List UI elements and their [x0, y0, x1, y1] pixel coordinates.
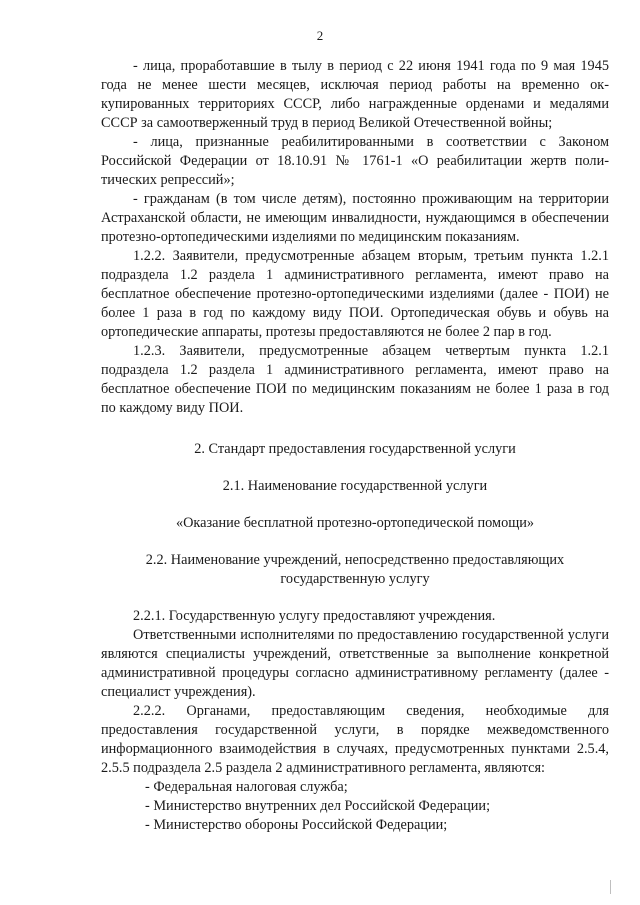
list-item: - Министерство внутренних дел Российской Федерации;	[145, 798, 491, 814]
paragraph-citizens-without-disability: - гражданам (в том числе детям), постоянно проживающим на территории Астраханской области, не имеющим инвалидности, нуждающимся в обеспечении протезно-ортопедическими изделиями по медицинским показаниям.	[101, 191, 609, 245]
paragraph-rehabilitated-persons: - лица, признанные реабилитированными в соответствии с Законом Российской Федерации от 18.10.91 № 1761-1 «О реабилитации жертв политических репрессий»;	[101, 134, 609, 188]
subsection-heading-2-2: 2.2. Наименование учреждений, непосредственно предоставляющих государственную услугу	[145, 552, 565, 587]
subsection-heading-2-1: 2.1. Наименование государственной услуги	[222, 478, 488, 494]
paragraph-home-front-workers: - лица, проработавшие в тылу в период с 22 июня 1941 года по 9 мая 1945 года не менее шести месяцев, исключая период работы на временно оккупированных территориях СССР, либо награжденные орденами и медалями СССР за самоотверженный труд в период Великой Отечественной войны;	[101, 58, 609, 131]
authorities-list	[101, 778, 609, 835]
scan-edge-mark	[600, 880, 611, 894]
list-item: - Федеральная налоговая служба;	[145, 779, 348, 795]
service-name: «Оказание бесплатной протезно-ортопедической помощи»	[175, 515, 535, 531]
paragraph-2-2-1: 2.2.1. Государственную услугу предоставляют учреждения.	[133, 608, 496, 624]
section-heading-2: 2. Стандарт предоставления государственной услуги	[194, 441, 516, 457]
list-item: - Министерство обороны Российской Федерации;	[145, 817, 448, 833]
paragraph-1-2-3: 1.2.3. Заявители, предусмотренные абзацем четвертым пункта 1.2.1 подраздела 1.2 раздела 1 административного регламента, имеют право на бесплатное обеспечение ПОИ по медицинским показаниям не более 1 раза в год по каждому виду ПОИ.	[101, 343, 609, 416]
paragraph-2-2-2: 2.2.2. Органами, предоставляющим сведения, необходимые для предоставления государственной услуги, в порядке межведомственного информационного взаимодействия в случаях, предусмотренных пунктами 2.5.4, 2.5.5 подраздела 2.5 раздела 2 административного регламента, являются:	[101, 703, 609, 776]
page-number: 2	[316, 28, 324, 43]
paragraph-responsible-executors: Ответственными исполнителями по предоставлению государственной услуги являются специалисты учреждений, ответственные за выполнение конкретной административной процедуры согласно административному регламенту (далее - специалист учреждения).	[101, 627, 609, 700]
paragraph-1-2-2: 1.2.2. Заявители, предусмотренные абзацем вторым, третьим пункта 1.2.1 подраздела 1.2 раздела 1 административного регламента, имеют право на бесплатное обеспечение протезно-ортопедическими изделиями (далее - ПОИ) не более 1 раза в год по каждому виду ПОИ. Ортопедическая обувь и обувь на ортопедические аппараты, протезы предоставляются не более 2 пар в год.	[101, 248, 609, 340]
document-body	[101, 57, 609, 835]
